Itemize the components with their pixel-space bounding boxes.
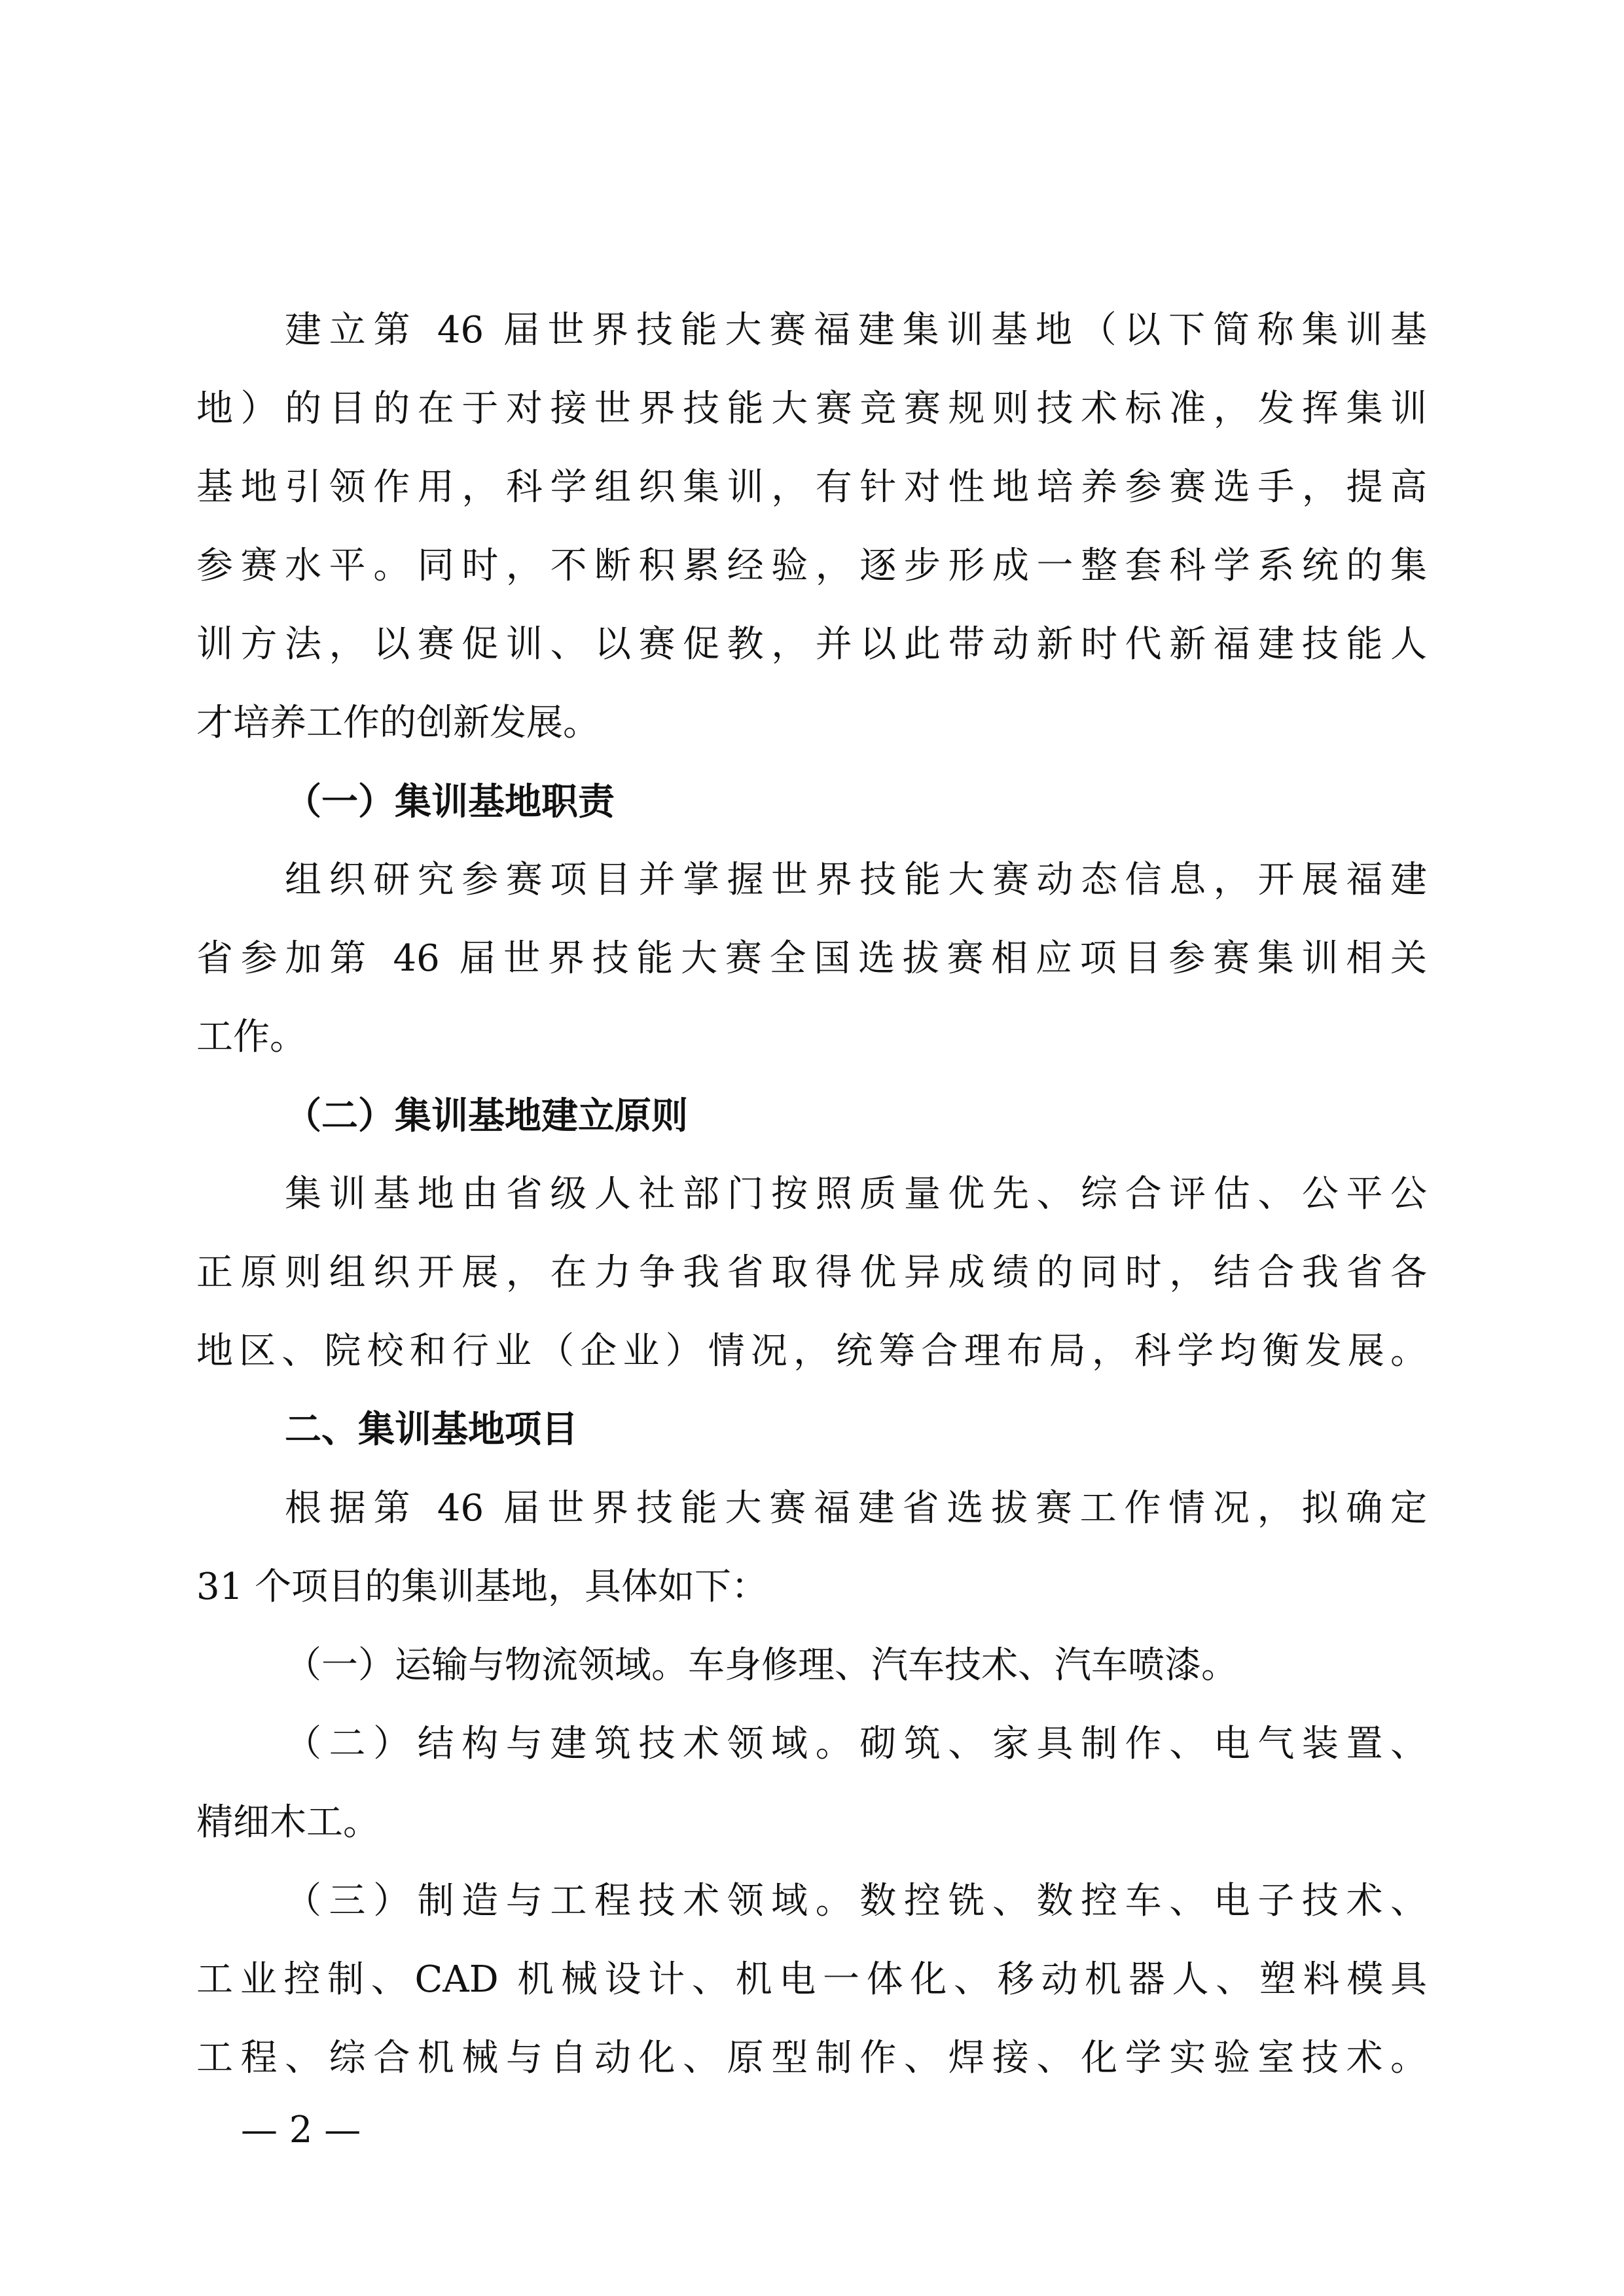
paragraph-line: 地区、院校和行业（企业）情况，统筹合理布局，科学均衡发展。 (196, 1330, 1427, 1372)
list-item-line: （一）运输与物流领域。车身修理、汽车技术、汽车喷漆。 (285, 1644, 1238, 1687)
list-item-line: 工程、综合机械与自动化、原型制作、焊接、化学实验室技术。 (196, 2037, 1427, 2079)
paragraph-line: 组织研究参赛项目并掌握世界技能大赛动态信息，开展福建 (285, 859, 1427, 901)
list-item-line: （二）结构与建筑技术领域。砌筑、家具制作、电气装置、 (285, 1723, 1427, 1765)
paragraph-line: 正原则组织开展，在力争我省取得优异成绩的同时，结合我省各 (196, 1251, 1427, 1294)
page-number: — 2 — (241, 2109, 361, 2151)
paragraph-line: 省参加第 46 届世界技能大赛全国选拔赛相应项目参赛集训相关 (196, 937, 1427, 980)
paragraph-line: 参赛水平。同时，不断积累经验，逐步形成一整套科学系统的集 (196, 545, 1427, 587)
paragraph-line: 工作。 (196, 1016, 306, 1058)
paragraph-line: 31 个项目的集训基地，具体如下： (196, 1566, 768, 1608)
paragraph-line: 根据第 46 届世界技能大赛福建省选拔赛工作情况，拟确定 (285, 1487, 1427, 1530)
list-item-line: （三）制造与工程技术领域。数控铣、数控车、电子技术、 (285, 1880, 1427, 1922)
section-heading: （二）集训基地建立原则 (285, 1094, 688, 1138)
chapter-heading: 二、集训基地项目 (285, 1408, 578, 1451)
paragraph-line: 训方法，以赛促训、以赛促教，并以此带动新时代新福建技能人 (196, 623, 1427, 666)
paragraph-line: 才培养工作的创新发展。 (196, 702, 600, 744)
list-item-line: 工业控制、CAD 机械设计、机电一体化、移动机器人、塑料模具 (196, 1958, 1427, 2001)
list-item-line: 精细木工。 (196, 1801, 380, 1844)
paragraph-line: 基地引领作用，科学组织集训，有针对性地培养参赛选手，提高 (196, 466, 1427, 509)
paragraph-line: 建立第 46 届世界技能大赛福建集训基地（以下简称集训基 (285, 309, 1427, 351)
paragraph-line: 集训基地由省级人社部门按照质量优先、综合评估、公平公 (285, 1173, 1427, 1215)
section-heading: （一）集训基地职责 (285, 780, 615, 823)
paragraph-line: 地）的目的在于对接世界技能大赛竞赛规则技术标准，发挥集训 (196, 387, 1427, 430)
